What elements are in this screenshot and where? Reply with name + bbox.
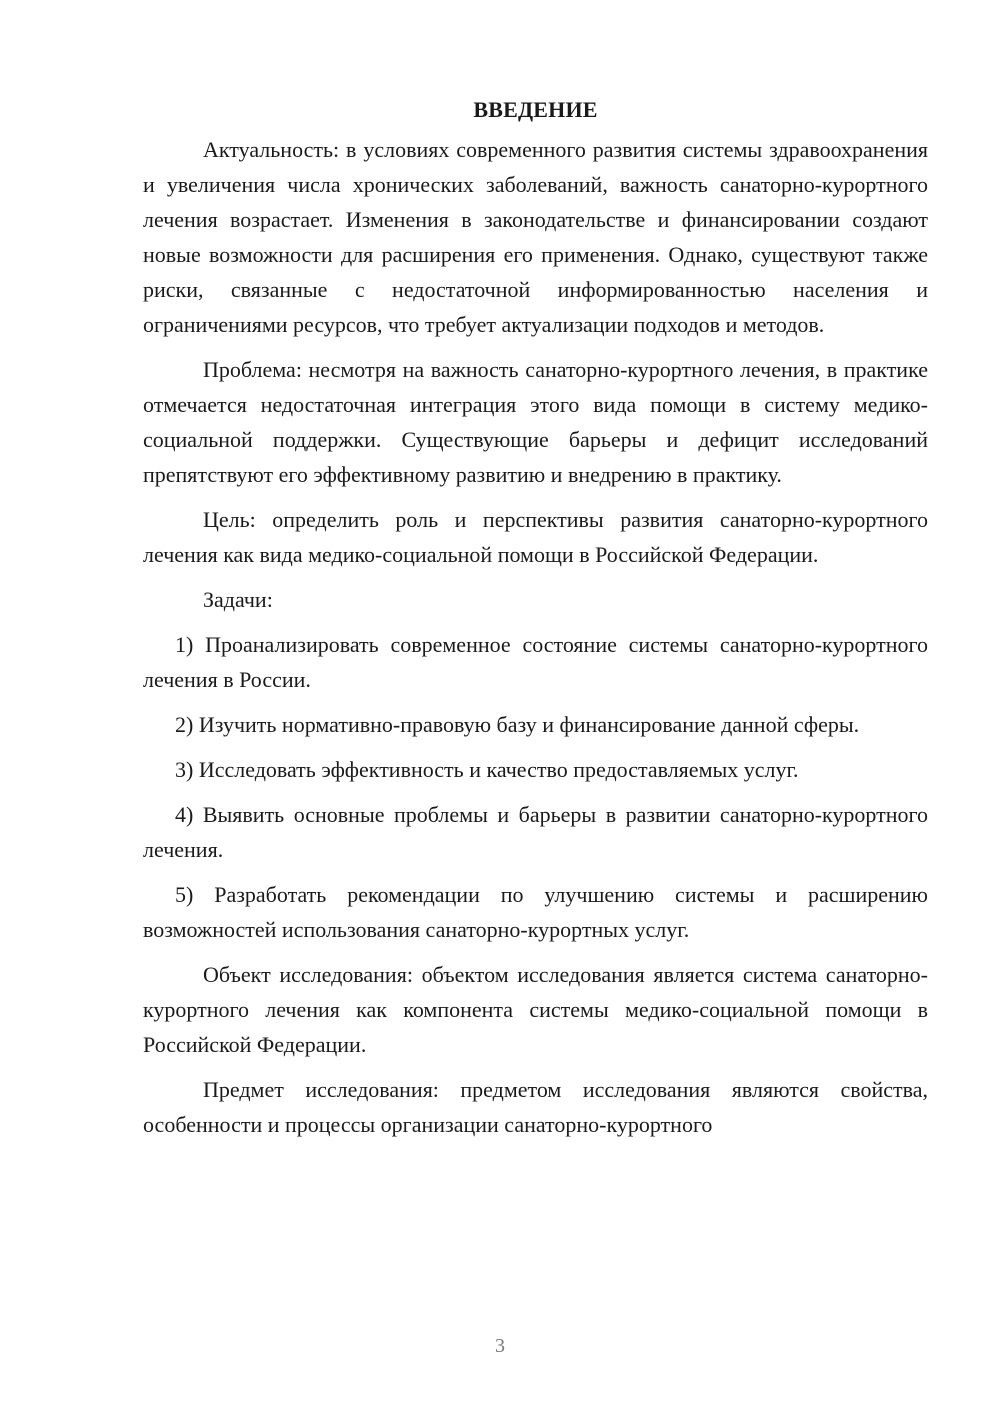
paragraph-tasks-label: Задачи: bbox=[203, 587, 273, 612]
paragraph-research-subject: Предмет исследования: предметом исследования являются свойства, особенности и процессы организации санаторно-курортного bbox=[143, 1077, 928, 1137]
paragraph-relevance: Актуальность: в условиях современного развития системы здравоохранения и увеличения числа хронических заболеваний, важность санаторно-курортного лечения возрастает. Изменения в законодательстве и финансировании создают новые возможности для расширения его применения. Однако, существуют также риски, связанные с недостаточной информированностью населения и ограничениями ресурсов, что требует актуализации подходов и методов. bbox=[143, 137, 928, 337]
task-item-5: 5) Разработать рекомендации по улучшению системы и расширению возможностей использования санаторно-курортных услуг. bbox=[143, 882, 928, 942]
page-number: 3 bbox=[495, 1335, 505, 1357]
task-item-1: 1) Проанализировать современное состояние системы санаторно-курортного лечения в России. bbox=[143, 632, 928, 692]
task-item-3: 3) Исследовать эффективность и качество предоставляемых услуг. bbox=[175, 757, 799, 782]
paragraph-goal: Цель: определить роль и перспективы развития санаторно-курортного лечения как вида медико-социальной помощи в Российской Федерации. bbox=[143, 507, 928, 567]
task-item-4: 4) Выявить основные проблемы и барьеры в развитии санаторно-курортного лечения. bbox=[143, 802, 928, 862]
document-page bbox=[143, 92, 928, 1152]
task-item-2: 2) Изучить нормативно-правовую базу и финансирование данной сферы. bbox=[175, 712, 860, 737]
paragraph-problem: Проблема: несмотря на важность санаторно-курортного лечения, в практике отмечается недостаточная интеграция этого вида помощи в систему медико-социальной поддержки. Существующие барьеры и дефицит исследований препятствуют его эффективному развитию и внедрению в практику. bbox=[143, 357, 928, 487]
paragraph-research-object: Объект исследования: объектом исследования является система санаторно-курортного лечения как компонента системы медико-социальной помощи в Российской Федерации. bbox=[143, 962, 928, 1057]
section-heading: ВВЕДЕНИЕ bbox=[473, 97, 598, 122]
